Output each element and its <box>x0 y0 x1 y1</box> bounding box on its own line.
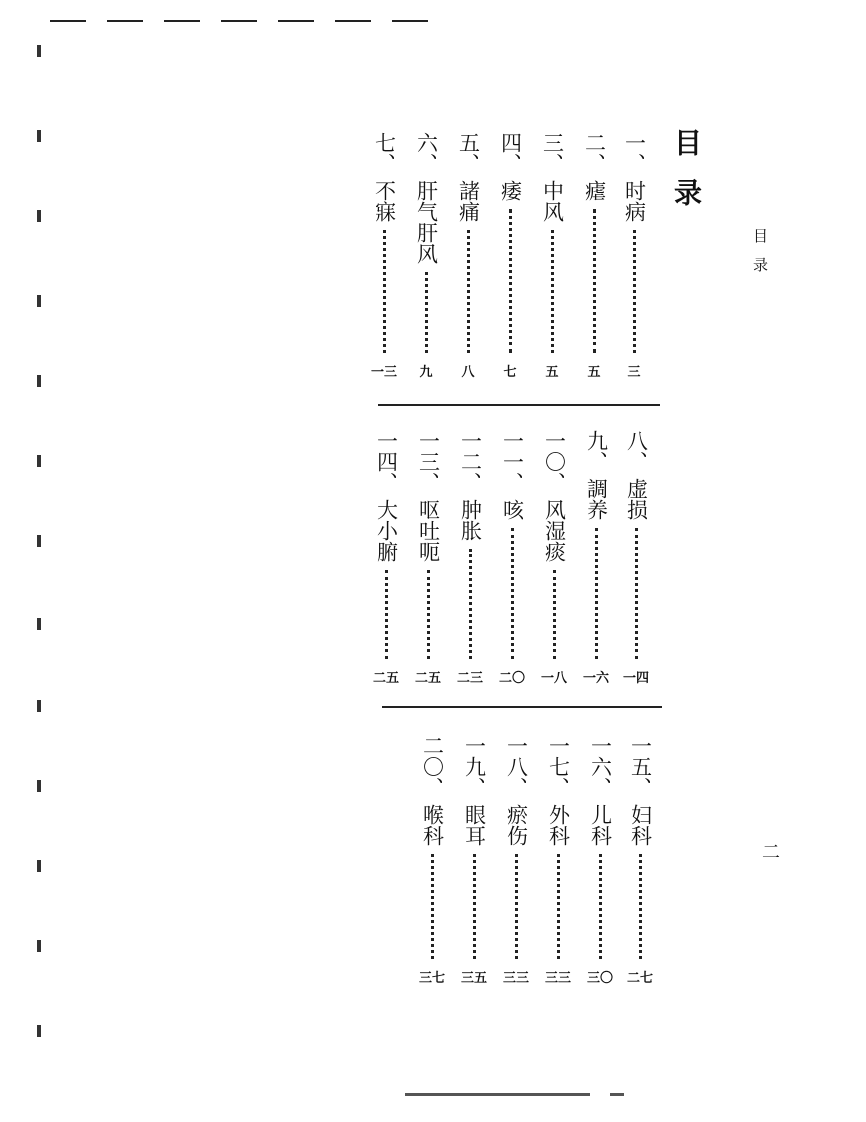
page-number: 二 <box>762 842 780 863</box>
leader-dots <box>385 570 388 659</box>
toc-entry-page: 二七 <box>626 971 653 986</box>
toc-entry-title: 瘧 <box>582 180 607 201</box>
toc-entry-number: 二、 <box>582 132 607 174</box>
toc-entry-title: 外科 <box>546 804 571 846</box>
toc-entry-number: 一六、 <box>588 735 613 798</box>
toc-entry <box>540 430 568 686</box>
toc-entry-page: 三七 <box>418 971 445 986</box>
toc-entry-title: 眼耳 <box>462 804 487 846</box>
toc-entry-number: 一一、 <box>500 430 525 493</box>
toc-entry <box>496 132 524 380</box>
scan-artifact <box>610 1093 624 1096</box>
toc-entry-number: 二〇、 <box>420 735 445 798</box>
toc-entry-page: 三三 <box>502 971 529 986</box>
toc-entry-number: 一四、 <box>374 430 399 493</box>
toc-entry-number: 四、 <box>498 132 523 174</box>
edge-mark <box>37 455 41 467</box>
toc-entry <box>414 430 442 686</box>
toc-entry-page: 五 <box>587 365 601 380</box>
toc-entry-title: 咳 <box>500 499 525 520</box>
leader-dots <box>509 209 512 353</box>
toc-entry-title: 儿科 <box>588 804 613 846</box>
toc-entry-page: 二〇 <box>498 671 525 686</box>
running-header: 目录 <box>751 228 769 286</box>
leader-dots <box>595 528 598 659</box>
edge-mark <box>37 780 41 792</box>
leader-dots <box>633 230 636 353</box>
toc-entry <box>586 735 614 986</box>
toc-entry <box>580 132 608 380</box>
toc-entry-number: 三、 <box>540 132 565 174</box>
toc-entry-page: 九 <box>419 365 433 380</box>
toc-entry-page: 七 <box>503 365 517 380</box>
toc-entry-number: 九、 <box>584 430 609 472</box>
leader-dots <box>557 854 560 959</box>
toc-entry <box>370 132 398 380</box>
scan-artifact <box>405 1093 590 1096</box>
leader-dots <box>425 272 428 353</box>
section-divider <box>378 404 660 406</box>
edge-mark <box>37 1025 41 1037</box>
leader-dots <box>551 230 554 353</box>
toc-entry-title: 妇科 <box>628 804 653 846</box>
edge-mark <box>37 618 41 630</box>
toc-entry-page: 二五 <box>372 671 399 686</box>
top-dashed-line <box>50 20 430 22</box>
toc-entry-number: 七、 <box>372 132 397 174</box>
toc-entry-number: 一五、 <box>628 735 653 798</box>
toc-entry <box>418 735 446 986</box>
toc-entry-page: 三五 <box>460 971 487 986</box>
toc-entry-page: 五 <box>545 365 559 380</box>
leader-dots <box>599 854 602 959</box>
edge-mark <box>37 130 41 142</box>
toc-entry <box>622 430 650 686</box>
toc-entry-number: 八、 <box>624 430 649 472</box>
leader-dots <box>639 854 642 959</box>
leader-dots <box>473 854 476 959</box>
toc-entry-title: 痿 <box>498 180 523 201</box>
toc-entry-title: 虚损 <box>624 478 649 520</box>
toc-entry-title: 中风 <box>540 180 565 222</box>
toc-entry-title: 調养 <box>584 478 609 520</box>
toc-entry <box>456 430 484 686</box>
edge-mark <box>37 535 41 547</box>
toc-entry <box>454 132 482 380</box>
edge-mark <box>37 375 41 387</box>
toc-entry-number: 一二、 <box>458 430 483 493</box>
toc-entry-number: 一、 <box>622 132 647 174</box>
toc-entry <box>412 132 440 380</box>
toc-entry-page: 一六 <box>582 671 609 686</box>
leader-dots <box>553 570 556 659</box>
leader-dots <box>431 854 434 959</box>
leader-dots <box>467 230 470 353</box>
leader-dots <box>593 209 596 353</box>
toc-entry <box>626 735 654 986</box>
leader-dots <box>383 230 386 353</box>
toc-entry <box>544 735 572 986</box>
edge-mark <box>37 860 41 872</box>
leader-dots <box>511 528 514 659</box>
toc-entry-page: 三〇 <box>586 971 613 986</box>
toc-entry-number: 六、 <box>414 132 439 174</box>
toc-entry <box>460 735 488 986</box>
toc-entry <box>538 132 566 380</box>
toc-entry <box>372 430 400 686</box>
leader-dots <box>469 549 472 659</box>
toc-entry-title: 肝气肝风 <box>414 180 439 264</box>
toc-entry <box>620 132 648 380</box>
edge-mark <box>37 210 41 222</box>
toc-entry <box>582 430 610 686</box>
toc-entry-title: 风湿痰 <box>542 499 567 562</box>
edge-mark <box>37 295 41 307</box>
toc-entry <box>502 735 530 986</box>
leader-dots <box>427 570 430 659</box>
toc-entry-number: 一七、 <box>546 735 571 798</box>
toc-entry-page: 二五 <box>414 671 441 686</box>
toc-entry-page: 三三 <box>544 971 571 986</box>
toc-entry-number: 一九、 <box>462 735 487 798</box>
toc-entry-page: 二三 <box>456 671 483 686</box>
toc-entry-title: 諸痛 <box>456 180 481 222</box>
toc-entry-title: 肿胀 <box>458 499 483 541</box>
edge-mark <box>37 45 41 57</box>
toc-entry <box>498 430 526 686</box>
toc-entry-title: 瘀伤 <box>504 804 529 846</box>
toc-entry-number: 一八、 <box>504 735 529 798</box>
toc-entry-title: 大小腑 <box>374 499 399 562</box>
toc-entry-page: 一三 <box>370 365 397 380</box>
toc-entry-number: 一三、 <box>416 430 441 493</box>
page-title: 目录 <box>670 128 703 228</box>
section-divider <box>382 706 662 708</box>
toc-entry-number: 一〇、 <box>542 430 567 493</box>
leader-dots <box>635 528 638 659</box>
toc-entry-page: 一四 <box>622 671 649 686</box>
toc-entry-number: 五、 <box>456 132 481 174</box>
toc-entry-title: 不寐 <box>372 180 397 222</box>
toc-entry-page: 一八 <box>540 671 567 686</box>
toc-entry-title: 喉科 <box>420 804 445 846</box>
toc-entry-page: 三 <box>627 365 641 380</box>
edge-mark <box>37 940 41 952</box>
toc-entry-page: 八 <box>461 365 475 380</box>
toc-entry-title: 时病 <box>622 180 647 222</box>
leader-dots <box>515 854 518 959</box>
edge-mark <box>37 700 41 712</box>
toc-entry-title: 呕吐呃 <box>416 499 441 562</box>
